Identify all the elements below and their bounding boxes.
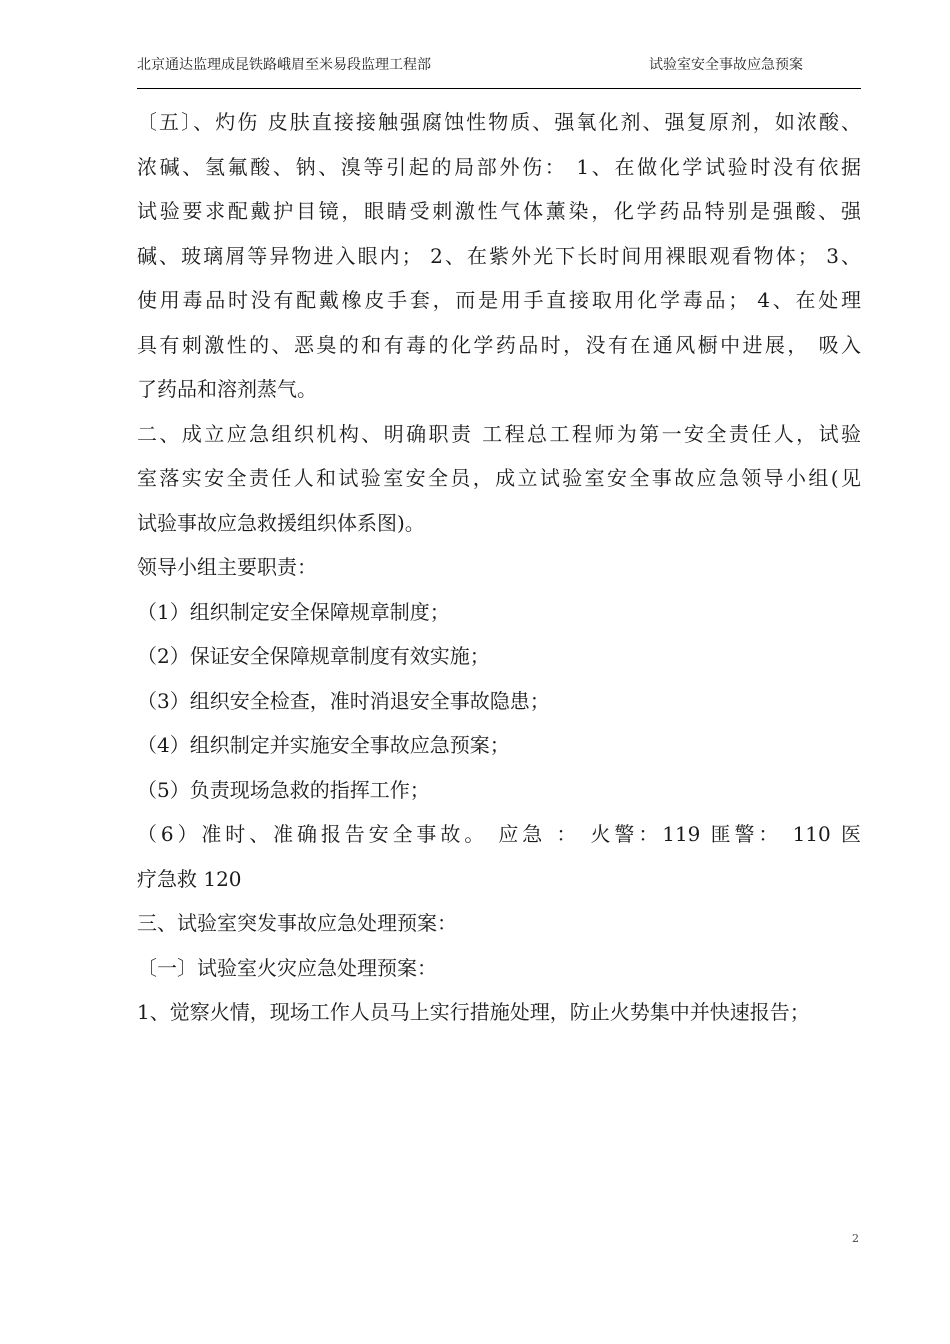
text-line: 试验事故应急救援组织体系图)。 <box>137 510 425 535</box>
list-item: （1）组织制定安全保障规章制度； <box>137 599 450 624</box>
section-heading: 三、试验室突发事故应急处理预案： <box>137 911 457 935</box>
list-item: （2）保证安全保障规章制度有效实施； <box>137 644 490 668</box>
page-number: 2 <box>852 1232 859 1245</box>
text-line: 疗急救 120 <box>137 866 242 891</box>
text-line: 碱、玻璃屑等异物进入眼内； 2、在紫外光下长时间用裸眼观看物体； 3、 <box>137 243 861 268</box>
text-line: 试验要求配戴护目镜，眼睛受刺激性气体薰染，化学药品特别是强酸、强 <box>137 199 861 223</box>
page-header <box>137 54 861 89</box>
subsection-heading: 〔一〕试验室火灾应急处理预案： <box>137 955 437 980</box>
document-body <box>137 100 861 1035</box>
text-line: 浓碱、氢氟酸、钠、溴等引起的局部外伤： 1、在做化学试验时没有依据 <box>137 154 861 179</box>
text-line: 具有刺激性的、恶臭的和有毒的化学药品时，没有在通风橱中进展， 吸入 <box>137 332 861 357</box>
text-line: 使用毒品时没有配戴橡皮手套，而是用手直接取用化学毒品； 4、在处理 <box>137 288 861 312</box>
header-organization: 北京通达监理成昆铁路峨眉至米易段监理工程部 <box>137 57 431 73</box>
text-line: 〔五〕、灼伤 皮肤直接接触强腐蚀性物质、强氧化剂、强复原剂，如浓酸、 <box>137 110 861 134</box>
list-item: （5）负责现场急救的指挥工作； <box>137 777 430 802</box>
list-item: （4）组织制定并实施安全事故应急预案； <box>137 733 510 757</box>
list-item: （3）组织安全检查，准时消退安全事故隐患； <box>137 688 550 713</box>
text-line: 了药品和溶剂蒸气。 <box>137 377 317 401</box>
subheading: 领导小组主要职责： <box>137 555 317 579</box>
list-item: （6）准时、准确报告安全事故。 应急 ： 火警：119 匪警： 110 医 <box>137 822 861 846</box>
section-heading: 二、成立应急组织机构、明确职责 工程总工程师为第一安全责任人，试验 <box>137 421 861 446</box>
header-document-title: 试验室安全事故应急预案 <box>649 57 803 73</box>
text-line: 室落实安全责任人和试验室安全员，成立试验室安全事故应急领导小组(见 <box>137 466 861 490</box>
text-line: 1、觉察火情，现场工作人员马上实行措施处理，防止火势集中并快速报告； <box>137 1000 810 1024</box>
